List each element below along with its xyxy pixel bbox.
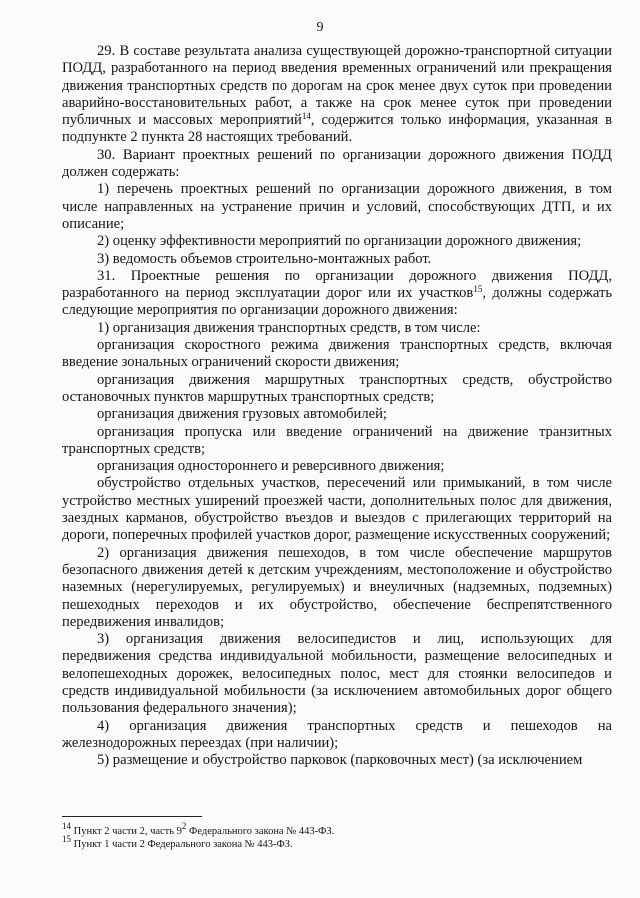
footnote-ref-15: 15 bbox=[473, 284, 483, 295]
paragraph-29-text-end: , содержится только информация, указанная в подпункте 2 пункта 28 настоящих требований. bbox=[62, 112, 612, 146]
paragraph-31-text-end: , должны содержать следующие мероприятия по организации дорожного движения: bbox=[62, 285, 612, 319]
paragraph-31-item-3: 3) организация движения велосипедистов и лиц, использующих для передвижения средства индивидуальной мобильности, размещение велосипедных и велопешеходных дорожек, велосипедных полос, мест для стоянки велосипедов и средств индивидуальной мобильности (за исключением автомобильных дорог общего пользования федерального значения); bbox=[62, 631, 612, 717]
footnote-14 bbox=[62, 821, 612, 839]
paragraph-31-item-1: 1) организация движения транспортных средств, в том числе: bbox=[97, 319, 481, 336]
paragraph-31-item-1-trucks: организация движения грузовых автомобилей; bbox=[97, 406, 387, 423]
paragraph-31-item-5: 5) размещение и обустройство парковок (парковочных мест) (за исключением bbox=[97, 752, 583, 769]
footnote-text-end: Федерального закона № 443-ФЗ. bbox=[186, 826, 335, 837]
paragraph-31-item-1-speed: организация скоростного режима движения транспортных средств, включая введение зональных ограничений скорости движения; bbox=[62, 337, 612, 371]
paragraph-29-number: 29. bbox=[97, 43, 116, 59]
paragraph-29 bbox=[62, 43, 612, 147]
footnotes bbox=[62, 821, 612, 851]
paragraph-31-item-4: 4) организация движения транспортных средств и пешеходов на железнодорожных переездах (при наличии); bbox=[62, 717, 612, 751]
footnote-text: Пункт 2 части 2, часть 9 bbox=[71, 826, 182, 837]
paragraph-30: 30. Вариант проектных решений по организации дорожного движения ПОДД должен содержать: bbox=[62, 146, 612, 181]
paragraph-31-item-1-routes: организация движения маршрутных транспортных средств, обустройство остановочных пунктов маршрутных транспортных средств; bbox=[62, 371, 612, 405]
footnote-text: Пункт 1 части 2 Федерального закона № 443-ФЗ. bbox=[71, 838, 293, 850]
paragraph-31 bbox=[62, 268, 612, 320]
paragraph-29-text: В составе результата анализа существующей дорожно-транспортной ситуации ПОДД, разработанного на период введения временных ограничений или прекращения движения транспортных средств по дорогам на срок менее двух суток при проведении аварийно-восстановительных работ, а также на срок менее суток при проведении публичных и массовых мероприятий bbox=[62, 43, 612, 129]
footnote-superscript: 2 bbox=[181, 821, 187, 831]
paragraph-31-item-1-oneway: организация одностороннего и реверсивного движения; bbox=[97, 458, 445, 475]
paragraph-30-item-3: 3) ведомость объемов строительно-монтажных работ. bbox=[97, 250, 432, 267]
paragraph-31-item-1-transit: организация пропуска или введение ограничений на движение транзитных транспортных средств; bbox=[62, 423, 612, 457]
paragraph-30-item-2: 2) оценку эффективности мероприятий по организации дорожного движения; bbox=[97, 233, 582, 250]
footnote-separator bbox=[62, 816, 202, 817]
footnote-number: 15 bbox=[62, 833, 71, 844]
footnote-15 bbox=[62, 833, 612, 852]
paragraph-31-item-1-sections: обустройство отдельных участков, пересечений или примыканий, в том числе устройство местных уширений проезжей части, дополнительных полос для движения, заездных карманов, обустройство въездов и выездов с прилегающих территорий на дороги, поперечных профилей участков дорог, размещение искусственных сооружений; bbox=[62, 475, 612, 544]
paragraph-30-item-1: 1) перечень проектных решений по организации дорожного движения, в том числе направленных на устранение причин и условий, способствующих ДТП, и их описание; bbox=[62, 181, 612, 232]
paragraph-31-item-2: 2) организация движения пешеходов, в том числе обеспечение маршрутов безопасного движения детей к детским учреждениям, местоположение и обустройство наземных (нерегулируемых, регулируемых) и внеуличных (надземных, подземных) пешеходных переходов и их обустройство, обеспечение беспрепятственного передвижения инвалидов; bbox=[62, 544, 612, 630]
page-number: 9 bbox=[316, 20, 324, 35]
footnote-number: 14 bbox=[62, 821, 71, 831]
document-body bbox=[62, 43, 612, 769]
paragraph-31-text: 31. Проектные решения по организации дорожного движения ПОДД, разработанного на период эксплуатации дорог или их участков bbox=[62, 267, 612, 302]
footnote-ref-14: 14 bbox=[301, 111, 311, 122]
